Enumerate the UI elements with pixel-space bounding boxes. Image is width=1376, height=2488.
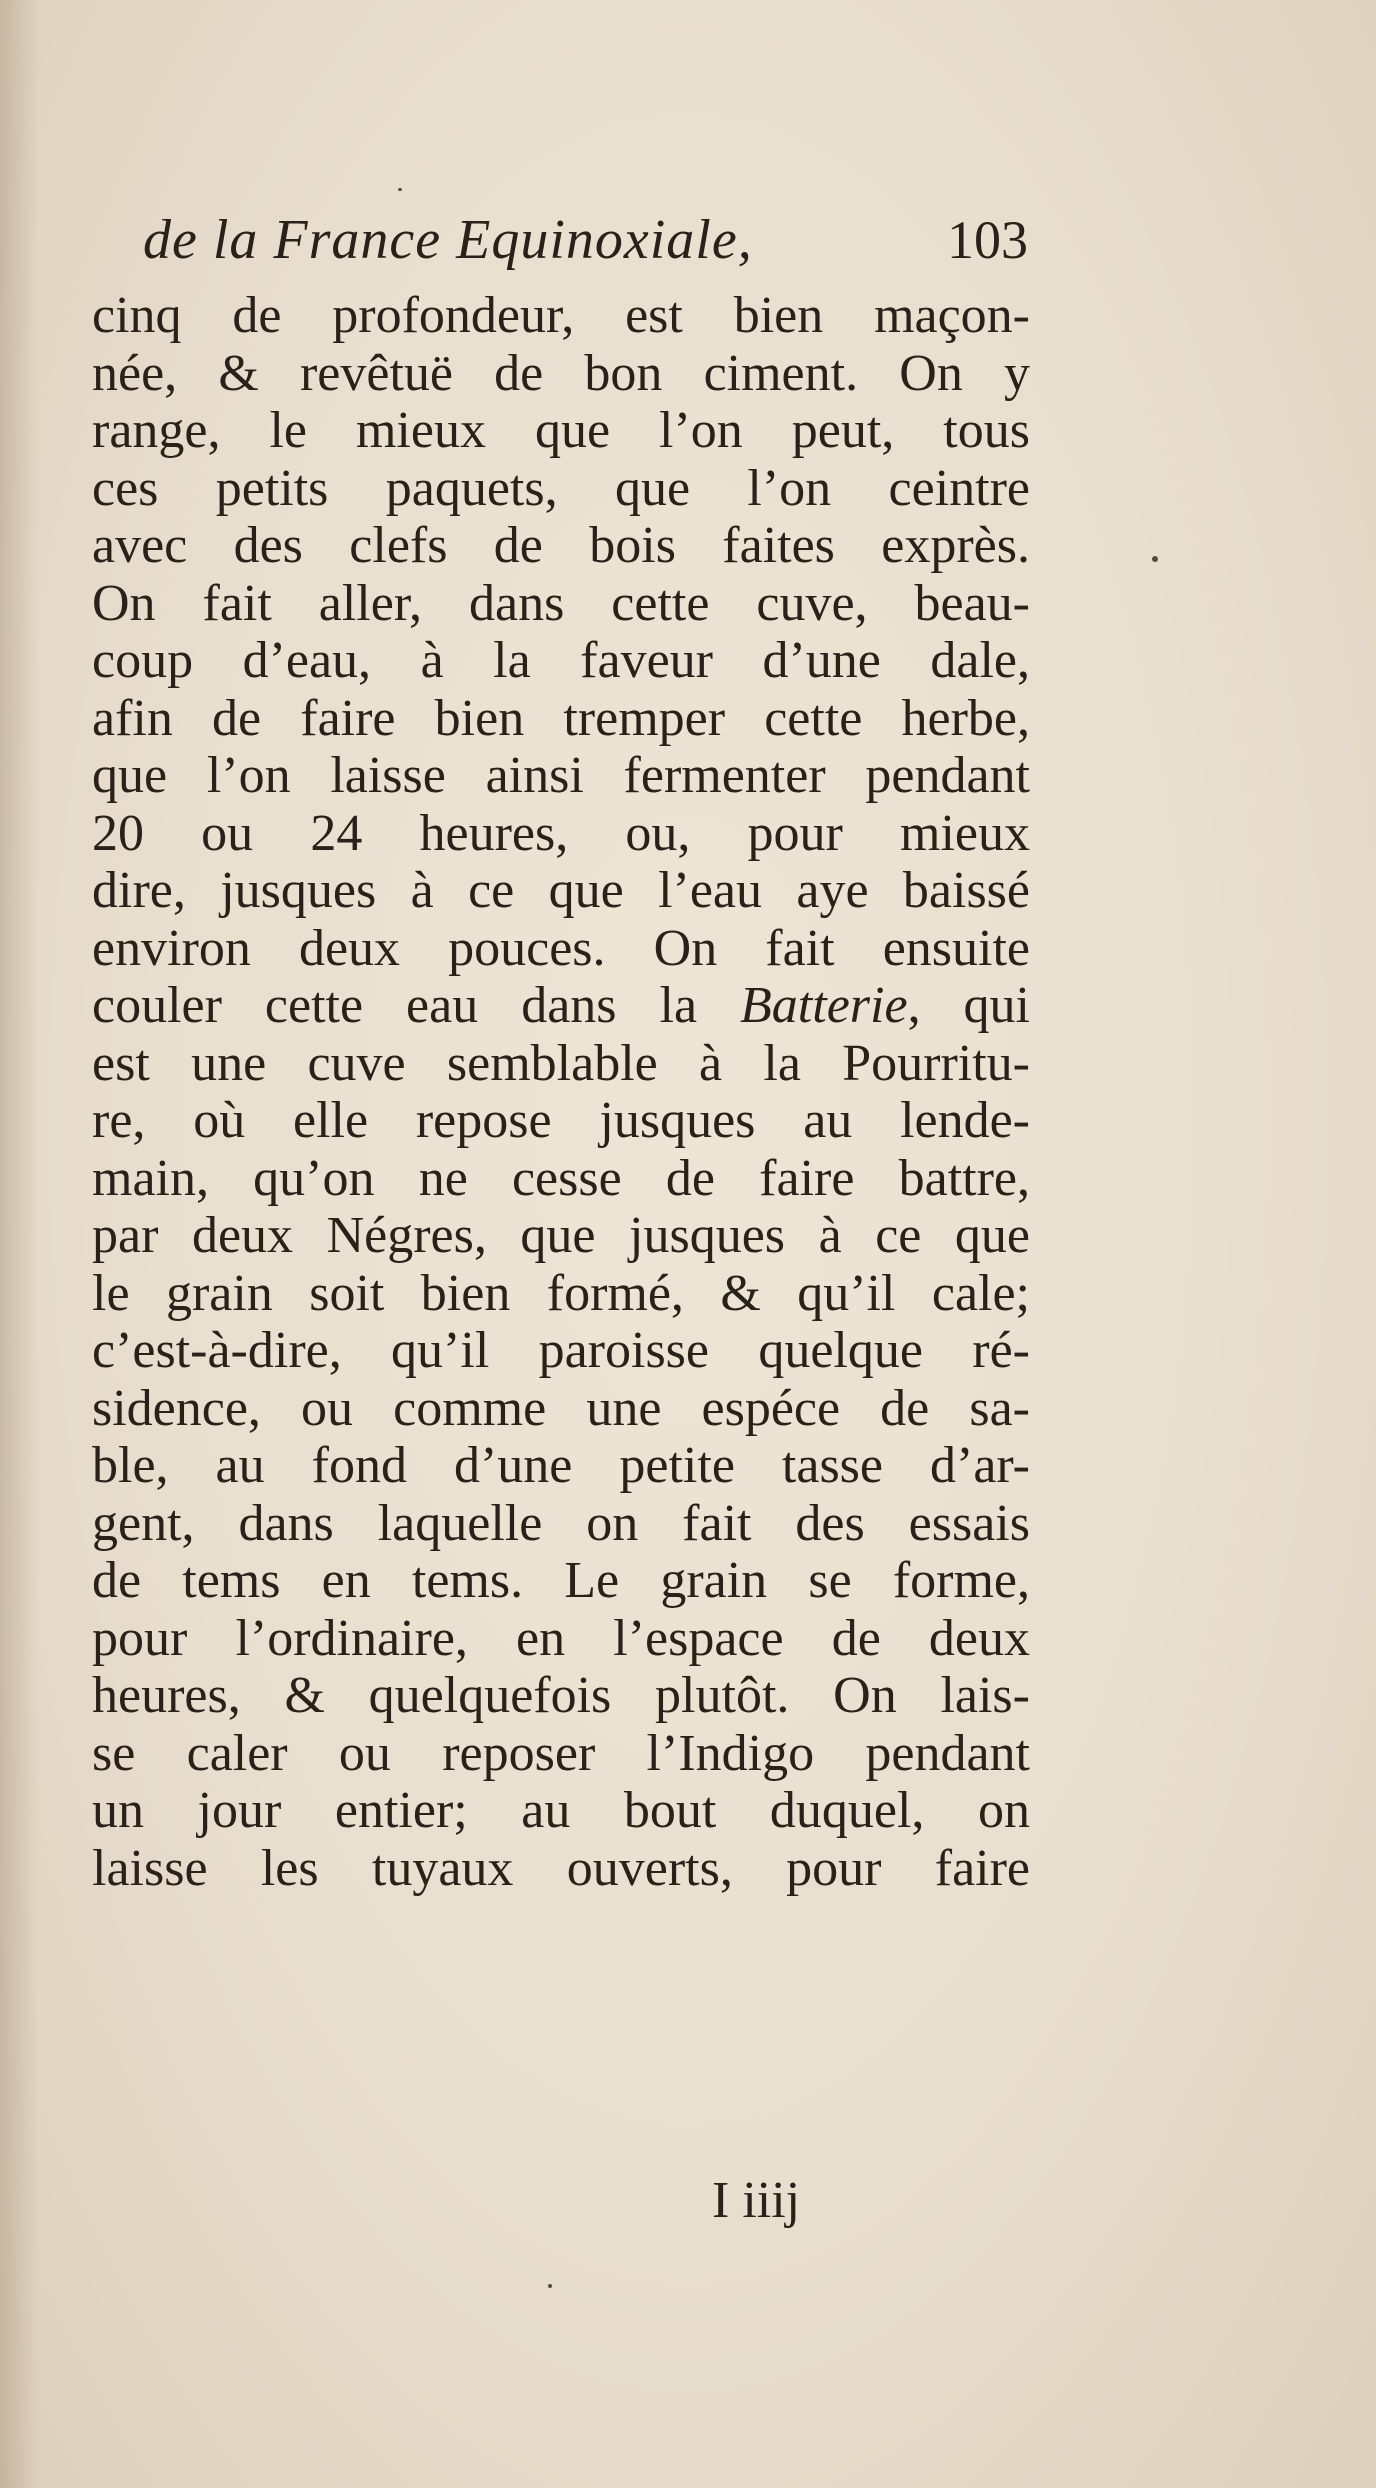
ink-speck — [548, 2284, 552, 2288]
italic-term: Batterie — [740, 977, 908, 1034]
text-line: coup d’eau, à la faveur d’une dale, — [92, 632, 1030, 689]
text-line: que l’on laisse ainsi fermenter pendant — [92, 747, 1030, 804]
text-line: range, le mieux que l’on peut, tous — [92, 402, 1030, 459]
text-line: environ deux pouces. On fait ensuite — [92, 919, 1030, 977]
text-line: se caler ou reposer l’Indigo pendant — [92, 1724, 1030, 1782]
text-line: ces petits paquets, que l’on ceintre — [92, 459, 1030, 517]
text-line: sidence, ou comme une espéce de sa- — [92, 1379, 1030, 1437]
text-line: heures, & quelquefois plutôt. On lais- — [92, 1667, 1030, 1724]
text-line: gent, dans laquelle on fait des essais — [92, 1494, 1030, 1552]
ink-speck — [1152, 556, 1158, 562]
body-text — [92, 287, 1030, 1897]
page-number: 103 — [947, 210, 1028, 270]
line-segment: , qui — [907, 977, 1031, 1034]
text-line: ble, au fond d’une petite tasse d’ar- — [92, 1437, 1030, 1494]
text-line: On fait aller, dans cette cuve, beau- — [92, 574, 1030, 632]
text-line: 20 ou 24 heures, ou, pour mieux — [92, 804, 1030, 862]
text-line: c’est-à-dire, qu’il paroisse quelque ré- — [92, 1322, 1030, 1379]
text-line: re, où elle repose jusques au lende- — [92, 1092, 1030, 1149]
ink-speck — [398, 188, 402, 191]
text-line: née, & revêtuë de bon ciment. On y — [92, 344, 1030, 402]
text-line: est une cuve semblable à la Pourritu- — [92, 1034, 1030, 1092]
text-line: dire, jusques à ce que l’eau aye baissé — [92, 862, 1030, 919]
text-line — [92, 977, 1030, 1035]
signature-mark: I iiij — [712, 2172, 801, 2229]
text-line: par deux Négres, que jusques à ce que — [92, 1207, 1030, 1264]
text-line: laisse les tuyaux ouverts, pour faire — [92, 1839, 1030, 1897]
line-segment: couler cette eau dans la — [92, 977, 741, 1034]
text-line: pour l’ordinaire, en l’espace de deux — [92, 1609, 1030, 1667]
text-line: main, qu’on ne cesse de faire battre, — [92, 1149, 1030, 1207]
text-line: cinq de profondeur, est bien maçon- — [92, 287, 1030, 344]
text-line: avec des clefs de bois faites exprès. — [92, 517, 1030, 574]
text-line: afin de faire bien tremper cette herbe, — [92, 689, 1030, 747]
text-line: le grain soit bien formé, & qu’il cale; — [92, 1264, 1030, 1322]
text-line: de tems en tems. Le grain se forme, — [92, 1552, 1030, 1609]
running-title: de la France Equinoxiale, — [143, 209, 753, 271]
text-line: un jour entier; au bout duquel, on — [92, 1782, 1030, 1839]
running-head — [143, 200, 1028, 280]
spine-shadow — [0, 0, 40, 2488]
